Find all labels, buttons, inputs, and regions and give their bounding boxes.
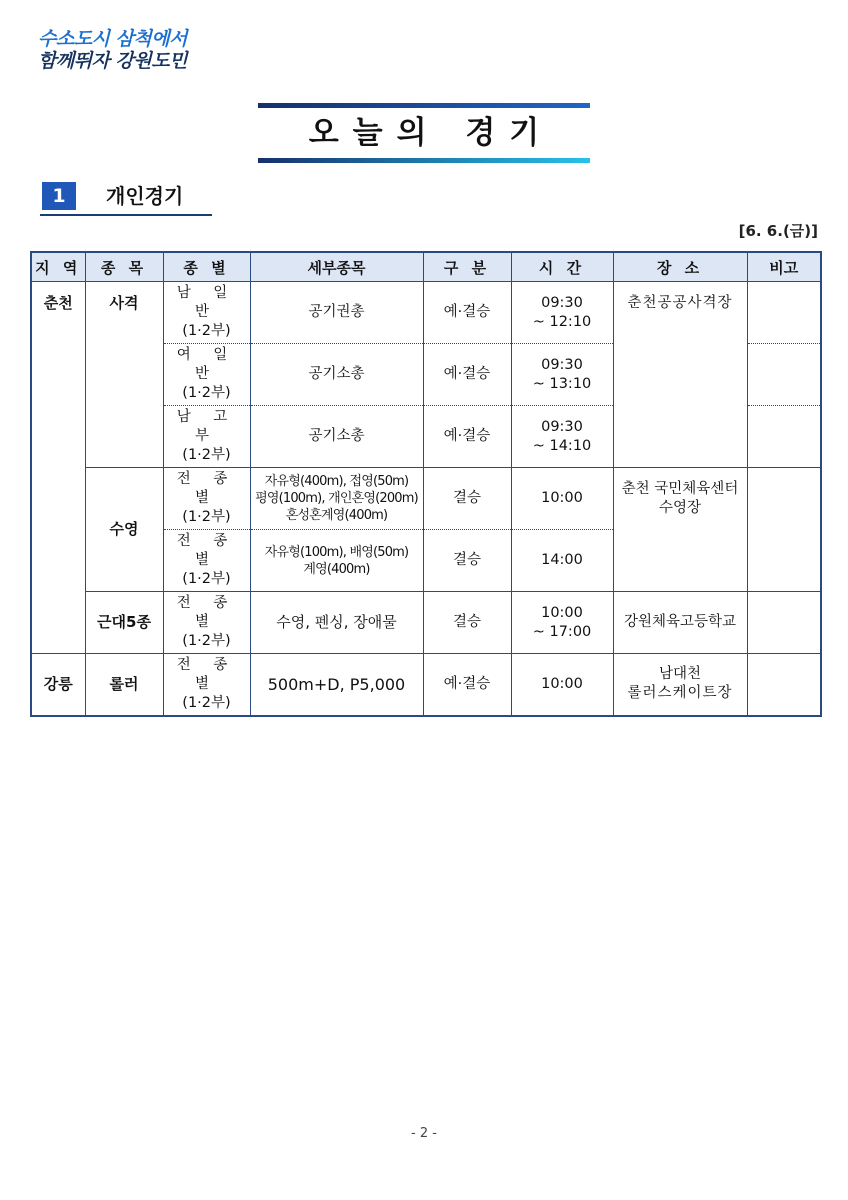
note-cell <box>747 468 821 592</box>
type-cell: 예·결승 <box>423 282 511 344</box>
venue-line: 수영장 <box>658 500 702 516</box>
title-top-bar <box>258 103 590 108</box>
class-cell <box>163 344 250 406</box>
time-cell: 10:00 <box>511 468 613 530</box>
schedule-table <box>30 251 822 717</box>
header-type: 구 분 <box>423 252 511 282</box>
note-cell <box>747 592 821 654</box>
event-cell <box>250 468 423 530</box>
event-line: 계영(400m) <box>303 561 370 577</box>
page-title-box <box>258 103 590 163</box>
class-sub-label: (1·2부) <box>182 571 231 587</box>
time-cell <box>511 282 613 344</box>
slogan-line-2: 함께뛰자 강원도민 <box>38 50 187 72</box>
header-event: 세부종목 <box>250 252 423 282</box>
note-cell <box>747 406 821 468</box>
table-row <box>31 592 821 654</box>
time-start: 09:30 <box>541 418 583 435</box>
time-cell: 14:00 <box>511 530 613 592</box>
class-sub-label: (1·2부) <box>182 385 231 401</box>
class-cell <box>163 530 250 592</box>
header-venue: 장 소 <box>613 252 747 282</box>
event-cell: 500m+D, P5,000 <box>250 654 423 716</box>
class-sub-label: (1·2부) <box>182 509 231 525</box>
class-label: 남 고 부 <box>176 409 237 444</box>
time-start: 09:30 <box>541 356 583 373</box>
event-cell <box>250 530 423 592</box>
event-line: 평영(100m), 개인혼영(200m) <box>255 491 418 506</box>
event-cell: 수영, 펜싱, 장애물 <box>250 592 423 654</box>
type-cell: 예·결승 <box>423 654 511 716</box>
event-line: 자유형(100m), 배영(50m) <box>264 544 409 560</box>
class-cell <box>163 406 250 468</box>
header-time: 시 간 <box>511 252 613 282</box>
title-bottom-bar <box>258 158 590 163</box>
time-cell <box>511 406 613 468</box>
sport-cell: 근대5종 <box>85 592 163 654</box>
class-cell <box>163 654 250 716</box>
venue-line: 롤러스케이트장 <box>627 685 733 702</box>
venue-line: 춘천 국민체육센터 <box>621 481 739 497</box>
header-class: 종 별 <box>163 252 250 282</box>
event-cell: 공기소총 <box>250 344 423 406</box>
event-cell: 공기권총 <box>250 282 423 344</box>
time-end: ~ 13:10 <box>532 375 592 392</box>
table-row <box>31 654 821 716</box>
class-label: 남 일 반 <box>176 285 237 320</box>
class-sub-label: (1·2부) <box>182 694 231 711</box>
class-label: 전 종 별 <box>176 471 237 506</box>
sport-cell: 롤러 <box>85 654 163 716</box>
venue-line: 남대천 <box>658 666 702 683</box>
class-cell <box>163 282 250 344</box>
note-cell <box>747 282 821 344</box>
class-cell <box>163 592 250 654</box>
time-end: ~ 17:00 <box>532 623 592 640</box>
venue-cell: 강원체육고등학교 <box>613 592 747 654</box>
type-cell: 결승 <box>423 530 511 592</box>
header-region: 지 역 <box>31 252 85 282</box>
event-cell: 공기소총 <box>250 406 423 468</box>
note-cell <box>747 344 821 406</box>
slogan <box>38 28 187 72</box>
page-title: 오늘의 경기 <box>308 115 554 151</box>
venue-cell: 춘천공공사격장 <box>613 282 747 468</box>
class-label: 전 종 별 <box>176 595 237 630</box>
schedule-date: [6. 6.(금)] <box>738 222 818 240</box>
table-row <box>31 282 821 344</box>
event-line: 자유형(400m), 접영(50m) <box>264 474 409 489</box>
class-label: 전 종 별 <box>176 656 237 692</box>
time-cell: 10:00 <box>511 654 613 716</box>
section-label: 개인경기 <box>106 184 184 208</box>
table-header-row <box>31 252 821 282</box>
class-label: 전 종 별 <box>176 533 237 568</box>
section-heading <box>40 180 212 216</box>
region-cell: 춘천 <box>31 282 85 654</box>
sport-cell: 사격 <box>85 282 163 468</box>
class-cell <box>163 468 250 530</box>
sport-cell: 수영 <box>85 468 163 592</box>
type-cell: 결승 <box>423 468 511 530</box>
type-cell: 예·결승 <box>423 344 511 406</box>
class-sub-label: (1·2부) <box>182 633 231 649</box>
region-cell: 강릉 <box>31 654 85 716</box>
time-start: 10:00 <box>541 604 583 621</box>
class-sub-label: (1·2부) <box>182 447 231 463</box>
time-cell <box>511 344 613 406</box>
time-end: ~ 14:10 <box>532 437 592 454</box>
venue-cell <box>613 468 747 592</box>
header-note: 비고 <box>747 252 821 282</box>
note-cell <box>747 654 821 716</box>
time-cell <box>511 592 613 654</box>
table-row <box>31 468 821 530</box>
event-line: 혼성혼계영(400m) <box>285 508 388 523</box>
header-sport: 종 목 <box>85 252 163 282</box>
class-sub-label: (1·2부) <box>182 323 231 339</box>
page-number: - 2 - <box>411 1126 437 1141</box>
venue-cell <box>613 654 747 716</box>
time-end: ~ 12:10 <box>532 313 592 330</box>
type-cell: 결승 <box>423 592 511 654</box>
section-number: 1 <box>42 182 76 210</box>
type-cell: 예·결승 <box>423 406 511 468</box>
slogan-line-1: 수소도시 삼척에서 <box>38 28 187 50</box>
class-label: 여 일 반 <box>176 347 237 382</box>
time-start: 09:30 <box>541 294 583 311</box>
